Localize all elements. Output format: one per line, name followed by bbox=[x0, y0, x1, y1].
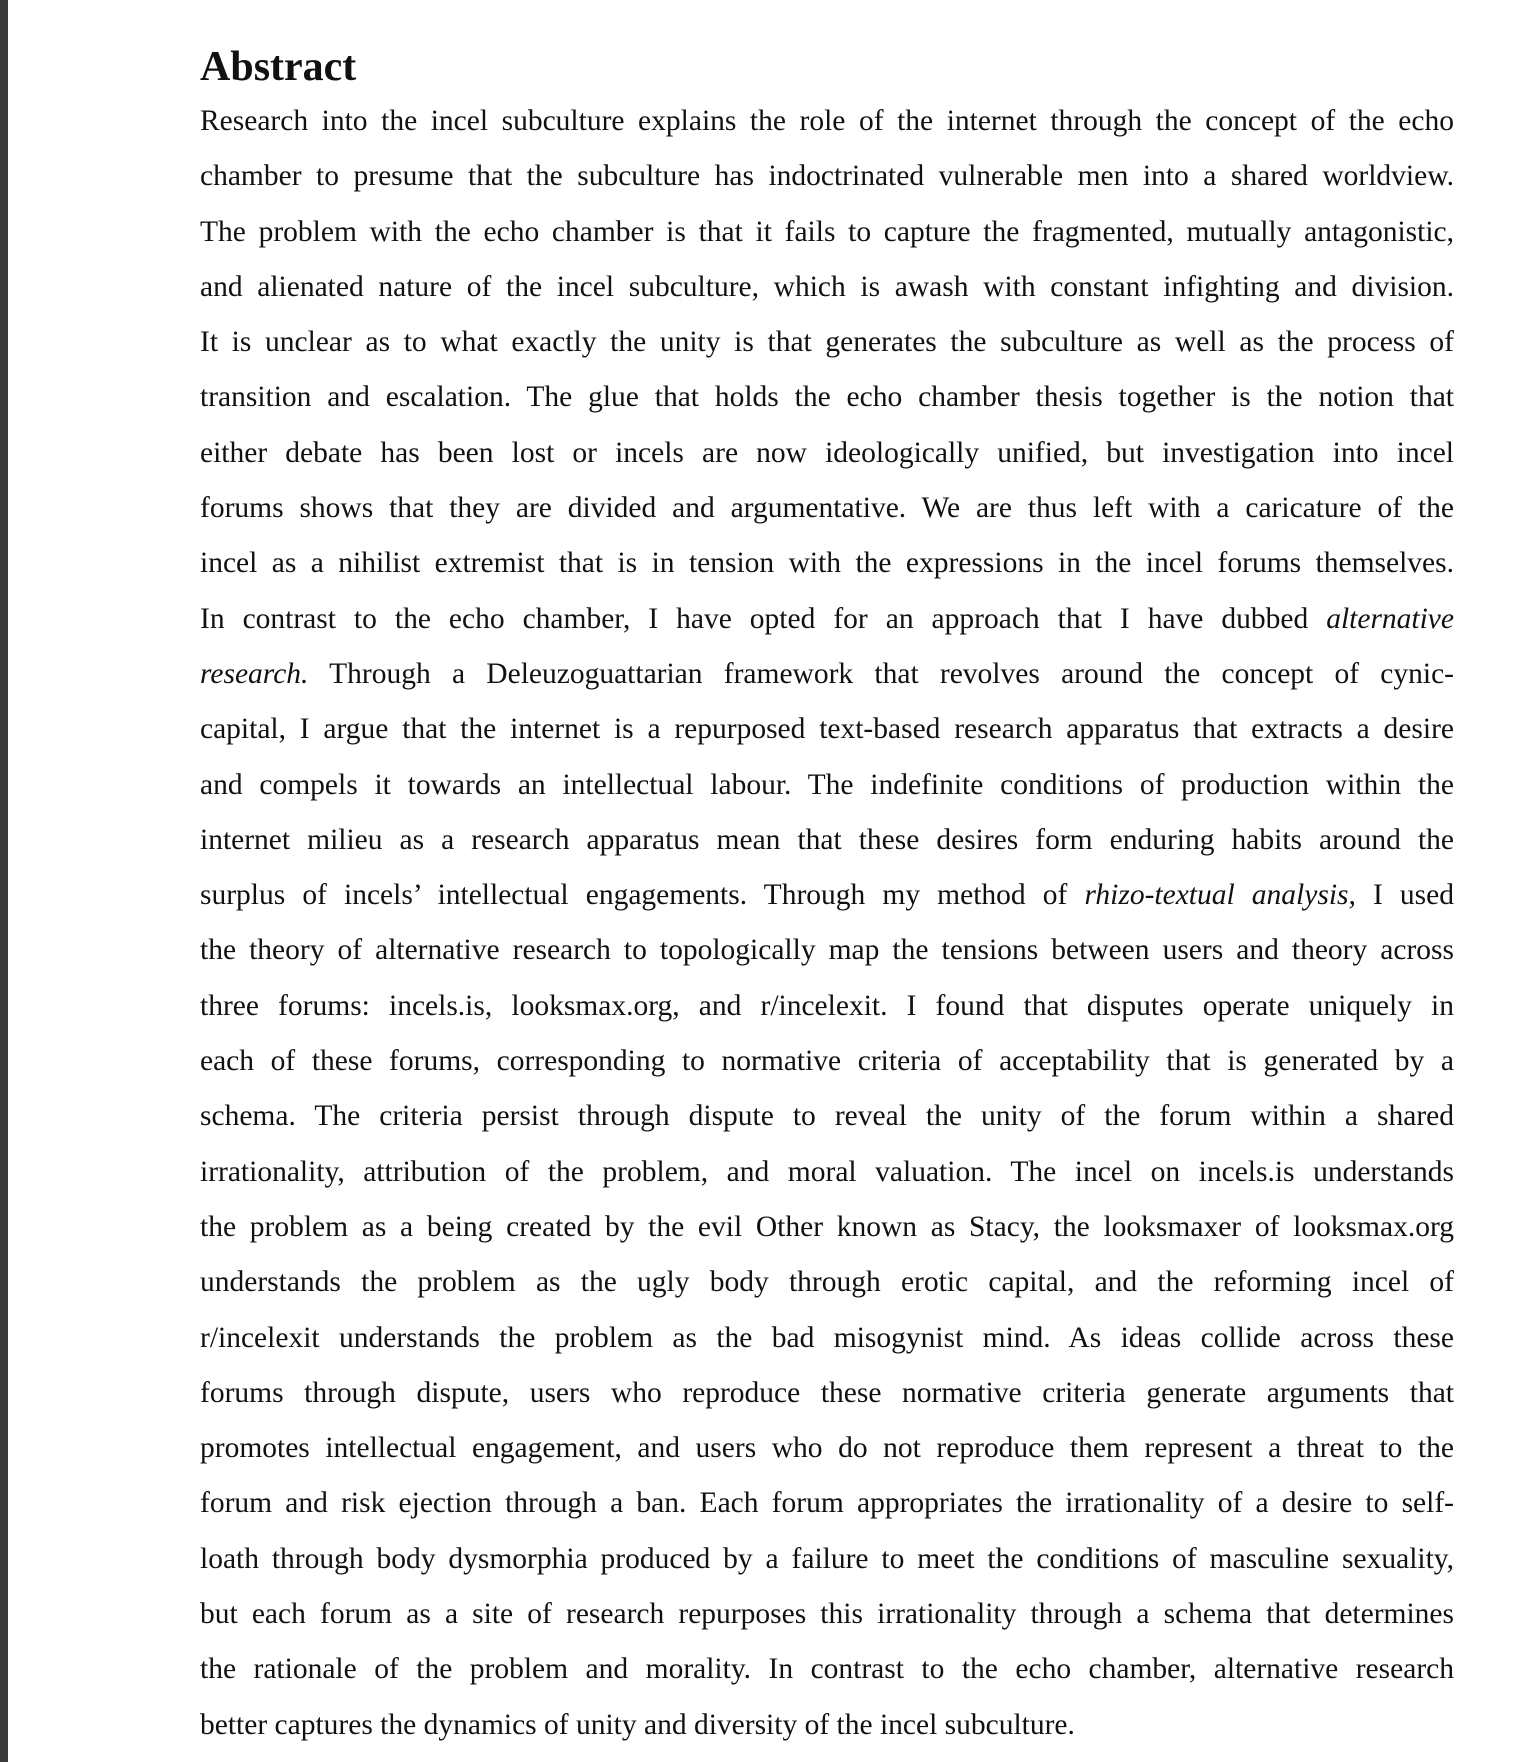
abstract-line bbox=[200, 592, 1454, 647]
abstract-line bbox=[200, 481, 1454, 536]
text-segment: better captures the dynamics of unity and diversity of the incel subculture. bbox=[200, 1708, 1075, 1741]
text-segment: forum and risk ejection through a ban. Each forum appropriates the irrationality of a desire to self- bbox=[200, 1487, 1454, 1520]
abstract-body bbox=[200, 94, 1454, 1753]
abstract-line bbox=[200, 1366, 1454, 1421]
italic-text: research. bbox=[200, 657, 309, 690]
abstract-line bbox=[200, 426, 1454, 481]
text-segment: the problem as a being created by the evil Other known as Stacy, the looksmaxer of looksmax.org bbox=[200, 1210, 1454, 1243]
text-segment: and compels it towards an intellectual labour. The indefinite conditions of production within the bbox=[200, 768, 1454, 801]
abstract-line bbox=[200, 260, 1454, 315]
abstract-line bbox=[200, 1311, 1454, 1366]
text-segment: and alienated nature of the incel subculture, which is awash with constant infighting and division. bbox=[200, 270, 1454, 303]
text-segment: promotes intellectual engagement, and users who do not reproduce them represent a threat to the bbox=[200, 1432, 1454, 1465]
abstract-line bbox=[200, 1034, 1454, 1089]
text-segment: chamber to presume that the subculture has indoctrinated vulnerable men into a shared worldview. bbox=[200, 160, 1454, 193]
abstract-line bbox=[200, 370, 1454, 425]
text-segment: surplus of incels’ intellectual engagements. Through my method of bbox=[200, 879, 1085, 912]
document-page bbox=[8, 0, 1536, 1762]
text-segment: but each forum as a site of research repurposes this irrationality through a schema that determines bbox=[200, 1598, 1454, 1631]
abstract-line bbox=[200, 205, 1454, 260]
text-segment: understands the problem as the ugly body through erotic capital, and the reforming incel of bbox=[200, 1266, 1454, 1299]
abstract-line bbox=[200, 1255, 1454, 1310]
text-segment: the rationale of the problem and morality. In contrast to the echo chamber, alternative research bbox=[200, 1653, 1454, 1686]
text-segment: forums shows that they are divided and argumentative. We are thus left with a caricature of the bbox=[200, 492, 1454, 525]
abstract-line bbox=[200, 923, 1454, 978]
text-segment: Through a Deleuzoguattarian framework that revolves around the concept of cynic- bbox=[308, 657, 1454, 690]
text-segment: I used bbox=[1355, 879, 1454, 912]
abstract-line bbox=[200, 868, 1454, 923]
text-segment: internet milieu as a research apparatus mean that these desires form enduring habits around the bbox=[200, 823, 1454, 856]
text-segment: the theory of alternative research to topologically map the tensions between users and theory across bbox=[200, 934, 1454, 967]
abstract-heading: Abstract bbox=[200, 44, 357, 90]
abstract-line bbox=[200, 315, 1454, 370]
abstract-line bbox=[200, 647, 1454, 702]
abstract-line bbox=[200, 1145, 1454, 1200]
abstract-line bbox=[200, 1476, 1454, 1531]
abstract-line bbox=[200, 702, 1454, 757]
abstract-line bbox=[200, 1200, 1454, 1255]
abstract-line bbox=[200, 1698, 1454, 1753]
abstract-line bbox=[200, 758, 1454, 813]
text-segment: loath through body dysmorphia produced by a failure to meet the conditions of masculine sexuality, bbox=[200, 1542, 1454, 1575]
abstract-line bbox=[200, 1642, 1454, 1697]
text-segment: forums through dispute, users who reproduce these normative criteria generate arguments that bbox=[200, 1376, 1454, 1409]
text-segment: schema. The criteria persist through dispute to reveal the unity of the forum within a shared bbox=[200, 1100, 1454, 1133]
abstract-section bbox=[200, 42, 1454, 1753]
text-segment: transition and escalation. The glue that holds the echo chamber thesis together is the notion that bbox=[200, 381, 1454, 414]
text-segment: r/incelexit understands the problem as the bad misogynist mind. As ideas collide across these bbox=[200, 1321, 1454, 1354]
text-segment: It is unclear as to what exactly the unity is that generates the subculture as well as the process of bbox=[200, 326, 1454, 359]
text-segment: either debate has been lost or incels are now ideologically unified, but investigation into incel bbox=[200, 436, 1454, 469]
text-segment: three forums: incels.is, looksmax.org, and r/incelexit. I found that disputes operate uniquely in bbox=[200, 989, 1454, 1022]
italic-text: rhizo-textual analysis, bbox=[1084, 879, 1356, 912]
abstract-line bbox=[200, 149, 1454, 204]
text-segment: capital, I argue that the internet is a repurposed text-based research apparatus that extracts a desire bbox=[200, 713, 1454, 746]
abstract-line bbox=[200, 536, 1454, 591]
text-segment: each of these forums, corresponding to normative criteria of acceptability that is generated by a bbox=[200, 1045, 1454, 1078]
text-segment: In contrast to the echo chamber, I have opted for an approach that I have dubbed bbox=[200, 602, 1327, 635]
abstract-line bbox=[200, 979, 1454, 1034]
text-segment: irrationality, attribution of the problem, and moral valuation. The incel on incels.is understands bbox=[200, 1155, 1454, 1188]
abstract-line bbox=[200, 1421, 1454, 1476]
abstract-line bbox=[200, 94, 1454, 149]
viewer-left-border bbox=[0, 0, 8, 1762]
abstract-line bbox=[200, 1089, 1454, 1144]
abstract-line bbox=[200, 1587, 1454, 1642]
abstract-line bbox=[200, 1532, 1454, 1587]
text-segment: The problem with the echo chamber is that it fails to capture the fragmented, mutually antagonistic, bbox=[200, 215, 1454, 248]
text-segment: incel as a nihilist extremist that is in tension with the expressions in the incel forums themselves. bbox=[200, 547, 1454, 580]
italic-text: alternative bbox=[1326, 602, 1454, 635]
abstract-line bbox=[200, 813, 1454, 868]
text-segment: Research into the incel subculture explains the role of the internet through the concept of the echo bbox=[200, 105, 1454, 137]
